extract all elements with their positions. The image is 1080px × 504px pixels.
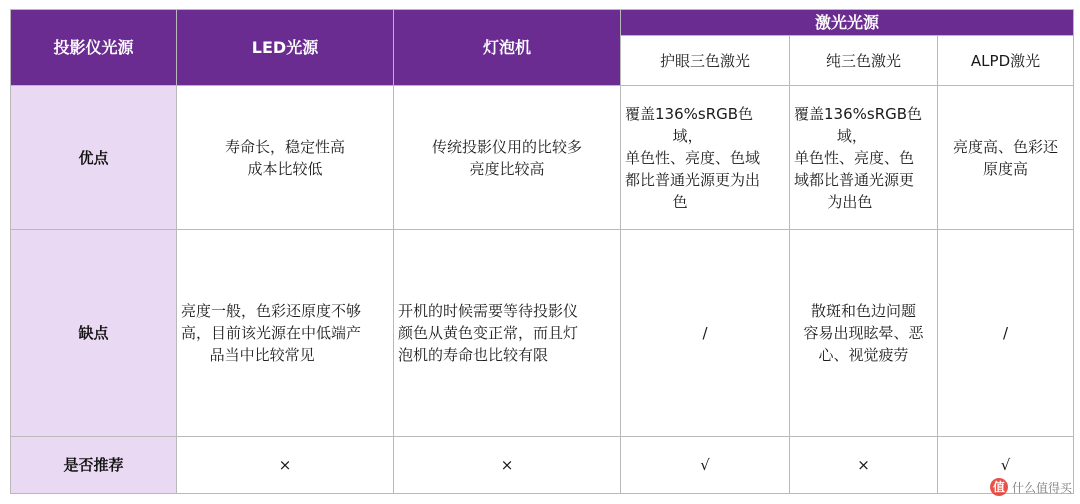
subheader-eye-care-laser: 护眼三色激光 (621, 36, 790, 86)
row-cons (11, 230, 1074, 437)
subheader-pure-rgb-laser: 纯三色激光 (790, 36, 938, 86)
cell-recommend-led: × (177, 437, 394, 494)
watermark (990, 478, 1072, 496)
cell-recommend-lamp: × (394, 437, 621, 494)
cell-cons-lamp: 开机的时候需要等待投影仪 颜色从黄色变正常，而且灯 泡机的寿命也比较有限 (394, 230, 621, 437)
header-laser-group: 激光光源 (621, 10, 1074, 36)
watermark-text: 什么值得买 (1011, 480, 1072, 495)
comparison-table-container (10, 9, 1073, 494)
cell-pros-lamp: 传统投影仪用的比较多 亮度比较高 (394, 86, 621, 230)
cell-cons-led: 亮度一般，色彩还原度不够 高，目前该光源在中低端产 品当中比较常见 (177, 230, 394, 437)
header-led: LED光源 (177, 10, 394, 86)
row-recommend (11, 437, 1074, 494)
header-light-source: 投影仪光源 (11, 10, 177, 86)
row-label-pros: 优点 (11, 86, 177, 230)
cell-pros-led: 寿命长，稳定性高 成本比较低 (177, 86, 394, 230)
subheader-alpd-laser: ALPD激光 (938, 36, 1074, 86)
row-pros (11, 86, 1074, 230)
cell-recommend-alpd: √ (938, 437, 1074, 494)
cell-recommend-pure-rgb: × (790, 437, 938, 494)
cell-pros-pure-rgb: 覆盖136%sRGB色 域， 单色性、亮度、色 域都比普通光源更 为出色 (790, 86, 938, 230)
row-label-recommend: 是否推荐 (11, 437, 177, 494)
smzdm-logo-icon: 值 (990, 478, 1008, 496)
header-lamp: 灯泡机 (394, 10, 621, 86)
cell-pros-alpd: 亮度高、色彩还 原度高 (938, 86, 1074, 230)
header-row-top (11, 10, 1074, 36)
row-label-cons: 缺点 (11, 230, 177, 437)
projector-light-source-comparison-table (10, 9, 1074, 494)
cell-cons-alpd: / (938, 230, 1074, 437)
cell-recommend-eye-care: √ (621, 437, 790, 494)
cell-cons-pure-rgb: 散斑和色边问题 容易出现眩晕、恶 心、视觉疲劳 (790, 230, 938, 437)
cell-cons-eye-care: / (621, 230, 790, 437)
cell-pros-eye-care: 覆盖136%sRGB色 域， 单色性、亮度、色域 都比普通光源更为出 色 (621, 86, 790, 230)
